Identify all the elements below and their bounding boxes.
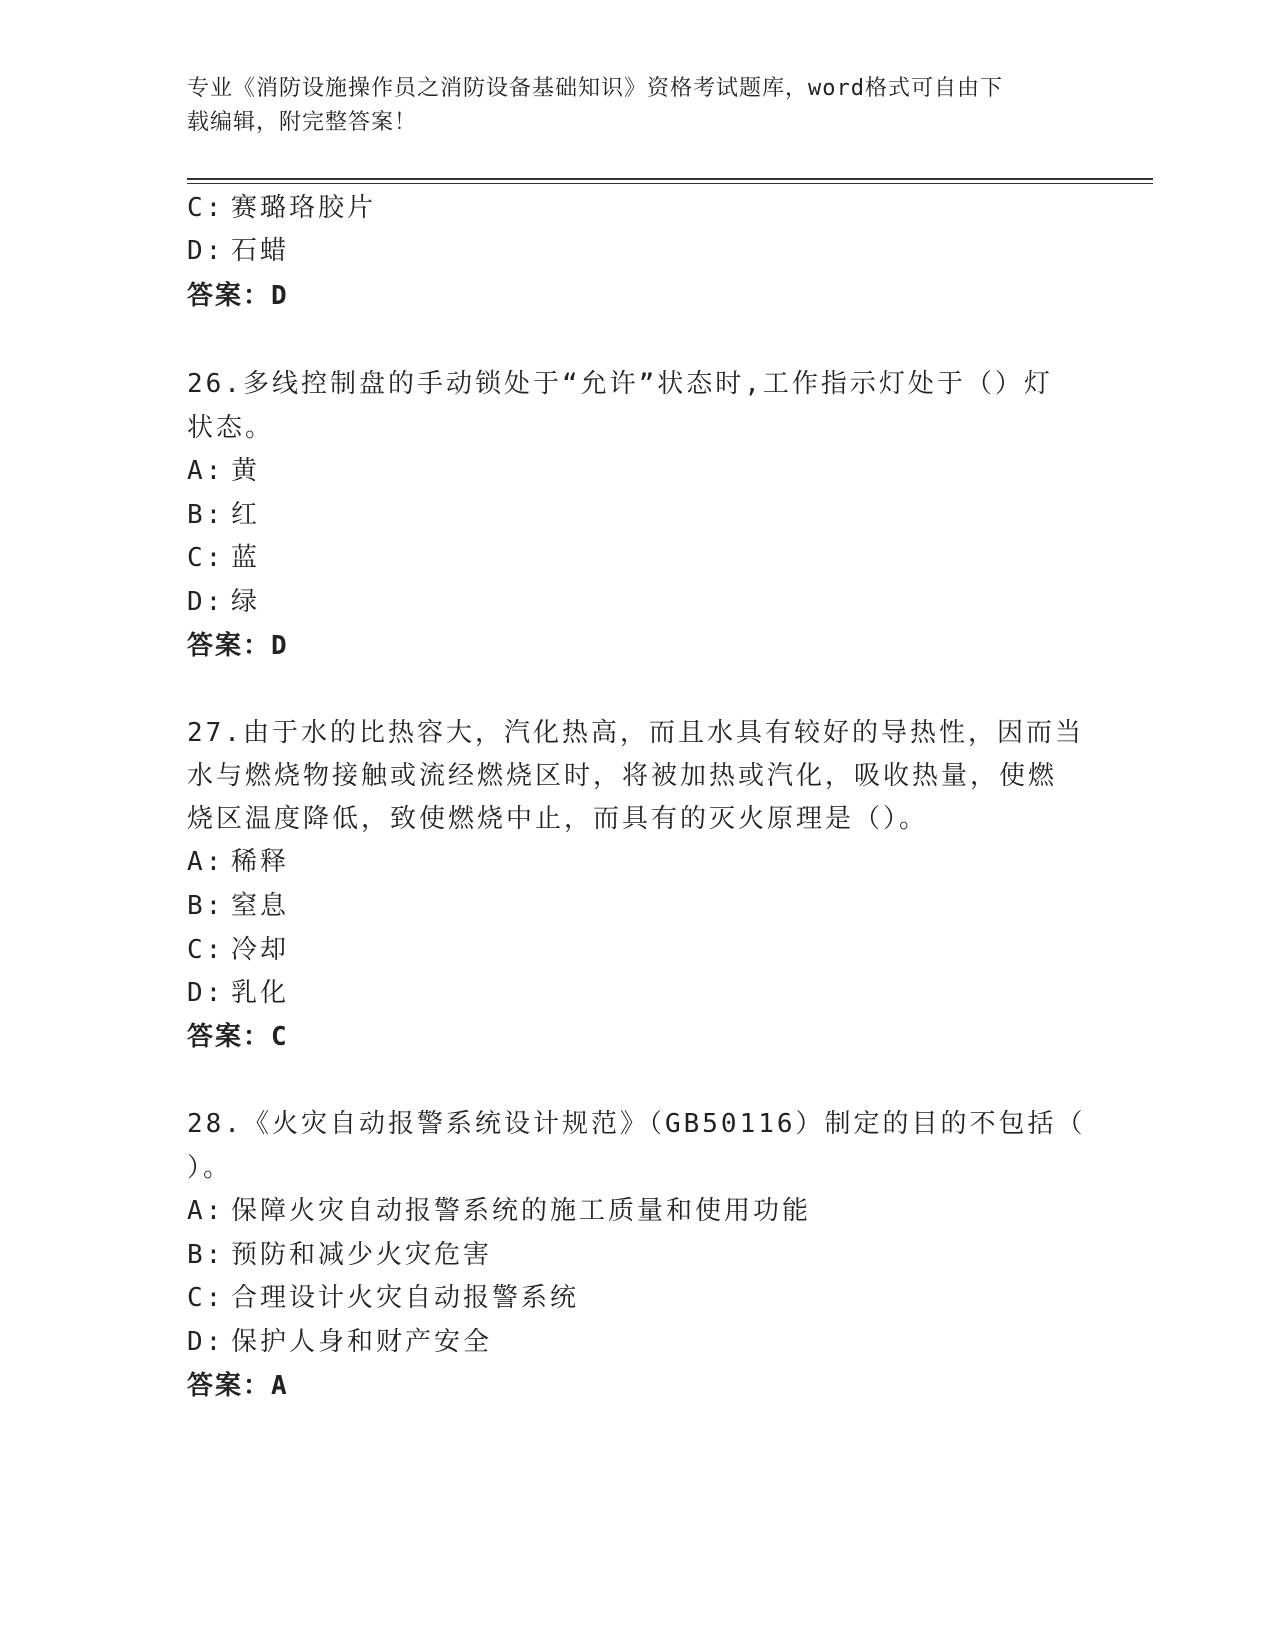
q25-option-c [187, 190, 1087, 226]
option-text: 冷却 [231, 935, 290, 965]
option-text: 稀释 [231, 847, 290, 877]
q25-option-d [187, 233, 1087, 269]
option-text: 蓝 [231, 543, 261, 573]
option-label: C: [187, 193, 225, 223]
q26-stem-line-2: 状态。 [187, 413, 275, 443]
q26-answer: 答案：D [187, 631, 289, 661]
q28-option-b [187, 1237, 1087, 1273]
option-text: 乳化 [231, 978, 290, 1008]
option-text: 赛璐珞胶片 [231, 193, 377, 223]
header-rule-thick [187, 178, 1153, 180]
option-text: 合理设计火灾自动报警系统 [231, 1283, 580, 1313]
option-text: 保护人身和财产安全 [231, 1327, 493, 1357]
q27-option-a [187, 844, 1087, 880]
header-rule-thin [187, 183, 1153, 184]
option-text: 绿 [231, 587, 261, 617]
q27-option-c [187, 932, 1087, 968]
q27-stem-line-1: 27.由于水的比热容大，汽化热高，而且水具有较好的导热性，因而当 [187, 718, 1084, 748]
header-line-1: 专业《消防设施操作员之消防设备基础知识》资格考试题库，word格式可自由下 [187, 76, 1003, 101]
option-label: B: [187, 891, 225, 921]
option-label: D: [187, 978, 225, 1008]
option-label: A: [187, 456, 225, 486]
q28-option-d [187, 1324, 1087, 1360]
option-label: C: [187, 935, 225, 965]
q28-option-c [187, 1280, 1087, 1316]
q26-option-d [187, 584, 1087, 620]
option-label: B: [187, 1240, 225, 1270]
q27-option-d [187, 975, 1087, 1011]
q26-option-b [187, 497, 1087, 533]
document-header [187, 72, 1067, 140]
option-label: D: [187, 587, 225, 617]
q28-stem-line-2: ）。 [187, 1153, 233, 1183]
q26-stem-line-1: 26.多线控制盘的手动锁处于“允许”状态时,工作指示灯处于（）灯 [187, 369, 1053, 399]
option-text: 石蜡 [231, 236, 290, 266]
q27-answer: 答案：C [187, 1022, 289, 1052]
q28-option-a [187, 1193, 1087, 1229]
option-text: 保障火灾自动报警系统的施工质量和使用功能 [231, 1196, 812, 1226]
option-label: A: [187, 1196, 225, 1226]
option-text: 预防和减少火灾危害 [231, 1240, 493, 1270]
q27-option-b [187, 888, 1087, 924]
q28-answer: 答案：A [187, 1371, 289, 1401]
option-label: C: [187, 543, 225, 573]
q26-option-a [187, 453, 1087, 489]
q27-stem-line-2: 水与燃烧物接触或流经燃烧区时，将被加热或汽化，吸收热量，使燃 [187, 761, 1058, 791]
option-text: 窒息 [231, 891, 290, 921]
q28-stem-line-1: 28.《火灾自动报警系统设计规范》（GB50116）制定的目的不包括（ [187, 1109, 1086, 1139]
q25-answer: 答案：D [187, 281, 289, 311]
option-text: 红 [231, 500, 261, 530]
q26-option-c [187, 540, 1087, 576]
header-line-2: 载编辑，附完整答案！ [187, 110, 418, 135]
q27-stem-line-3: 烧区温度降低，致使燃烧中止，而具有的灭火原理是（）。 [187, 804, 929, 834]
option-label: D: [187, 236, 225, 266]
option-label: A: [187, 847, 225, 877]
option-label: B: [187, 500, 225, 530]
option-label: C: [187, 1283, 225, 1313]
option-text: 黄 [231, 456, 261, 486]
option-label: D: [187, 1327, 225, 1357]
